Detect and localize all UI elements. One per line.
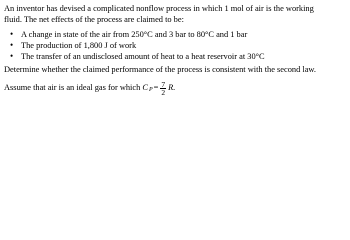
question-text: Determine whether the claimed performance of the process is consistent with the second law.: [4, 65, 317, 74]
bullet-text: A change in state of the air from 250°C and 3 bar to 80°C and 1 bar: [21, 30, 248, 39]
bullet-item-3: [10, 51, 265, 62]
bullet-icon: •: [10, 51, 14, 61]
bullet-text: The transfer of an undisclosed amount of heat to a heat reservoir at 30°C: [21, 52, 265, 61]
intro-line-2: fluid. The net effects of the process are claimed to be:: [4, 15, 184, 24]
assumption-prefix: Assume that air is an ideal gas for which: [4, 83, 141, 92]
bullet-icon: •: [10, 40, 14, 50]
bullet-icon: •: [10, 29, 14, 39]
cp-symbol: C: [142, 83, 148, 92]
fraction-numerator: 7: [161, 79, 166, 89]
bullet-item-2: [10, 40, 136, 51]
fraction: [160, 81, 166, 96]
gas-constant: R.: [168, 83, 176, 92]
fraction-denominator: 2: [161, 87, 166, 97]
bullet-item-1: [10, 29, 247, 40]
heat-capacity-equation: [142, 80, 175, 96]
bullet-text: The production of 1,800 J of work: [21, 41, 137, 50]
assumption-line: [4, 80, 175, 96]
equals-sign: =: [153, 83, 159, 92]
cp-subscript: P: [148, 87, 153, 93]
intro-line-1: An inventor has devised a complicated nonflow process in which 1 mol of air is the working: [4, 4, 314, 13]
